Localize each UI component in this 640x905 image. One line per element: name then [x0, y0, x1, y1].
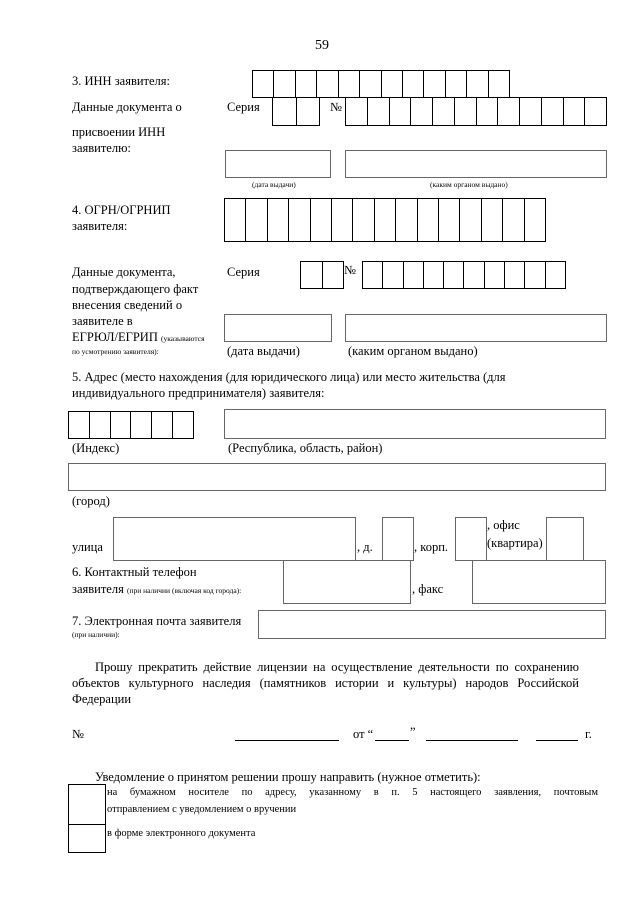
house-label: , д.	[357, 540, 373, 554]
building-input[interactable]	[455, 517, 487, 561]
index-caption: (Индекс)	[72, 441, 120, 455]
ogrn-date-input[interactable]	[224, 314, 332, 342]
ogrn-doc-6: по усмотрению заявителя):	[72, 347, 159, 356]
office-label-1: , офис	[487, 518, 520, 532]
paper-option-checkbox[interactable]	[68, 784, 106, 825]
inn-date-input[interactable]	[225, 150, 331, 178]
ogrn-doc-1: Данные документа,	[72, 265, 176, 279]
index-input[interactable]	[68, 411, 194, 439]
electronic-option-label: в форме электронного документа	[107, 828, 256, 839]
ogrn-doc-5	[72, 329, 205, 347]
phone-note: (при наличии (включая код города):	[126, 586, 242, 595]
building-label: , корп.	[414, 540, 449, 554]
ogrn-issuer-caption: (каким органом выдано)	[348, 344, 478, 358]
inn-number-label: №	[330, 100, 342, 114]
ogrn-doc-2: подтверждающего факт	[72, 282, 199, 296]
email-label: 7. Электронная почта заявителя	[72, 614, 242, 628]
notification-heading: Уведомление о принятом решении прошу направить (нужное отметить):	[95, 770, 481, 784]
phone-input[interactable]	[283, 560, 411, 604]
inn-number-input[interactable]	[345, 97, 607, 126]
ogrn-number-input[interactable]	[362, 261, 566, 289]
ogrn-input[interactable]	[224, 198, 546, 242]
page-number: 59	[315, 38, 329, 53]
email-note: (при наличии):	[72, 630, 120, 639]
region-caption: (Республика, область, район)	[228, 441, 383, 455]
inn-doc-label-2: присвоении ИНН	[72, 125, 166, 139]
region-input[interactable]	[224, 409, 606, 439]
ogrn-date-caption: (дата выдачи)	[227, 344, 300, 358]
from-label: от “	[353, 727, 374, 741]
number-label: №	[72, 727, 84, 741]
city-caption: (город)	[72, 494, 110, 508]
house-input[interactable]	[382, 517, 414, 561]
number-blank[interactable]	[235, 740, 339, 741]
inn-issuer-input[interactable]	[345, 150, 607, 178]
day-blank[interactable]	[375, 740, 409, 741]
city-input[interactable]	[68, 463, 606, 491]
phone-label-1: 6. Контактный телефон	[72, 565, 197, 579]
inn-doc-label-1: Данные документа о	[72, 100, 182, 114]
ogrn-label-2: заявителя:	[72, 219, 128, 233]
request-line-3: Федерации	[72, 692, 132, 706]
ogrn-doc-3: внесения сведений о	[72, 298, 183, 312]
inn-doc-label-3: заявителю:	[72, 141, 131, 155]
request-line-2: объектов культурного наследия (памятников истории и культуры) народов Российской	[72, 676, 579, 690]
fax-label: , факс	[412, 582, 444, 596]
paper-option-line-2: отправлением с уведомлением о вручении	[107, 804, 297, 815]
inn-series-input[interactable]	[272, 97, 320, 126]
month-blank[interactable]	[426, 740, 518, 741]
inn-label: 3. ИНН заявителя:	[72, 74, 171, 88]
email-input[interactable]	[258, 610, 606, 639]
ogrn-series-label: Серия	[227, 265, 260, 279]
inn-issuer-caption: (каким органом выдано)	[430, 180, 508, 189]
year-label: г.	[585, 727, 592, 741]
electronic-option-checkbox[interactable]	[68, 824, 106, 853]
office-label-2: (квартира)	[487, 536, 543, 550]
office-input[interactable]	[546, 517, 584, 561]
ogrn-label-1: 4. ОГРН/ОГРНИП	[72, 203, 171, 217]
ogrn-number-label: №	[344, 263, 356, 277]
address-heading-2: индивидуального предпринимателя) заявителя:	[72, 386, 325, 400]
fax-input[interactable]	[472, 560, 606, 604]
ogrn-doc-4: заявителе в	[72, 314, 133, 328]
inn-input[interactable]	[252, 70, 510, 98]
year-blank[interactable]	[536, 740, 578, 741]
ogrn-issuer-input[interactable]	[345, 314, 607, 342]
ogrn-doc-5b: (указываются	[160, 334, 205, 343]
request-line-1: Прошу прекратить действие лицензии на осуществление деятельности по сохранению	[95, 660, 579, 674]
ogrn-series-input[interactable]	[300, 261, 344, 289]
paper-option-line-1: на бумажном носителе по адресу, указанному в п. 5 настоящего заявления, почтовым	[107, 787, 598, 798]
phone-label-2-text: заявителя	[72, 582, 124, 596]
phone-label-2	[72, 581, 241, 599]
quote-close: ”	[410, 725, 416, 739]
ogrn-doc-5a: ЕГРЮЛ/ЕГРИП	[72, 330, 158, 344]
address-heading-1: 5. Адрес (место нахождения (для юридического лица) или место жительства (для	[72, 370, 506, 384]
inn-series-label: Серия	[227, 100, 260, 114]
inn-date-caption: (дата выдачи)	[252, 180, 296, 189]
street-label: улица	[72, 540, 103, 554]
street-input[interactable]	[113, 517, 356, 561]
